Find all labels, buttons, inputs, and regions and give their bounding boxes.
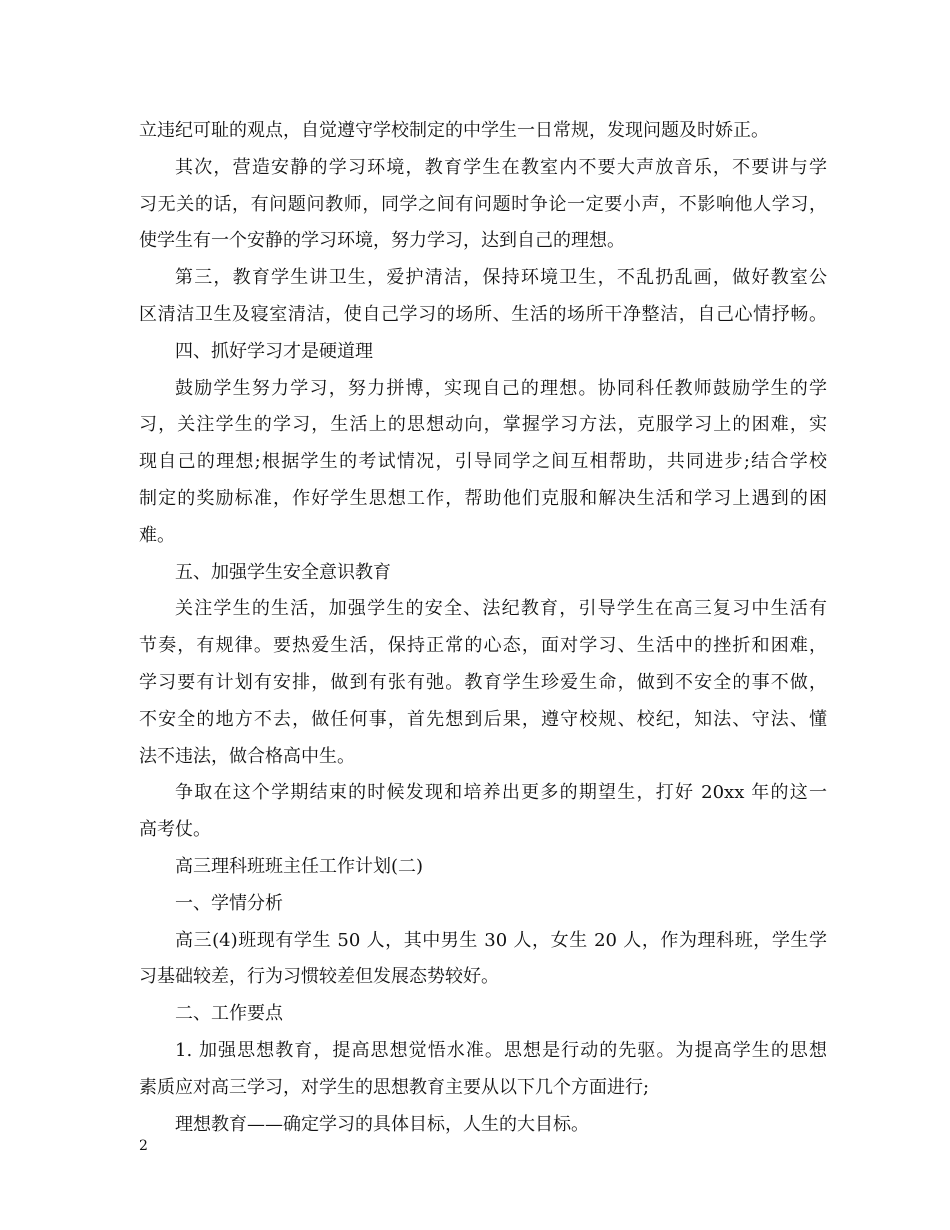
text-line: 素质应对高三学习，对学生的思想教育主要从以下几个方面进行; xyxy=(139,1076,650,1098)
text-line: 区清洁卫生及寝室清洁，使自己学习的场所、生活的场所干净整洁，自己心情抒畅。 xyxy=(139,303,827,325)
text-line: 习无关的话，有问题问教师，同学之间有问题时争论一定要小声，不影响他人学习， xyxy=(139,193,827,215)
text-line: 难。 xyxy=(139,524,175,546)
text-line: 关注学生的生活，加强学生的安全、法纪教育，引导学生在高三复习中生活有 xyxy=(175,598,827,620)
text-line: 其次，营造安静的学习环境，教育学生在教室内不要大声放音乐，不要讲与学 xyxy=(175,156,827,178)
text-line: 立违纪可耻的观点，自觉遵守学校制定的中学生一日常规，发现问题及时娇正。 xyxy=(139,120,769,141)
document-body xyxy=(139,113,827,1143)
text-line: 习基础较差，行为习惯较差但发展态势较好。 xyxy=(139,966,499,988)
text-line: 争取在这个学期结束的时候发现和培养出更多的期望生，打好 20xx 年的这一 xyxy=(175,782,827,804)
text-line: 1. 加强思想教育，提高思想觉悟水准。思想是行动的先驱。为提高学生的思想 xyxy=(175,1039,827,1061)
text-line: 现自己的理想;根据学生的考试情况，引导同学之间互相帮助，共同进步;结合学校 xyxy=(139,451,827,473)
text-line: 使学生有一个安静的学习环境，努力学习，达到自己的理想。 xyxy=(139,230,625,252)
text-line: 法不违法，做合格高中生。 xyxy=(139,745,355,767)
text-line: 第三，教育学生讲卫生，爱护清洁，保持环境卫生，不乱扔乱画，做好教室公 xyxy=(175,267,827,289)
section-heading: 四、抓好学习才是硬道理 xyxy=(175,340,373,362)
text-line: 习，关注学生的学习，生活上的思想动向，掌握学习方法，克服学习上的困难，实 xyxy=(139,414,827,436)
page-number: 2 xyxy=(139,1138,148,1154)
section-heading: 五、加强学生安全意识教育 xyxy=(175,561,391,583)
section-heading: 一、学情分析 xyxy=(175,892,283,914)
text-line: 鼓励学生努力学习，努力拼博，实现自己的理想。协同科任教师鼓励学生的学 xyxy=(175,377,827,399)
text-line: 高考仗。 xyxy=(139,819,211,841)
section-heading: 二、工作要点 xyxy=(175,1003,283,1025)
text-line: 理想教育——确定学习的具体目标，人生的大目标。 xyxy=(175,1113,589,1135)
document-subtitle: 高三理科班班主任工作计划(二) xyxy=(175,855,424,877)
text-line: 学习要有计划有安排，做到有张有弛。教育学生珍爱生命，做到不安全的事不做， xyxy=(139,671,827,693)
text-line: 制定的奖励标准，作好学生思想工作，帮助他们克服和解决生活和学习上遇到的困 xyxy=(139,487,827,509)
text-line: 节奏，有规律。要热爱生活，保持正常的心态，面对学习、生活中的挫折和困难， xyxy=(139,635,827,657)
text-line: 不安全的地方不去，做任何事，首先想到后果，遵守校规、校纪，知法、守法、懂 xyxy=(139,708,827,730)
text-line: 高三(4)班现有学生 50 人，其中男生 30 人，女生 20 人，作为理科班，学生学 xyxy=(175,929,827,951)
